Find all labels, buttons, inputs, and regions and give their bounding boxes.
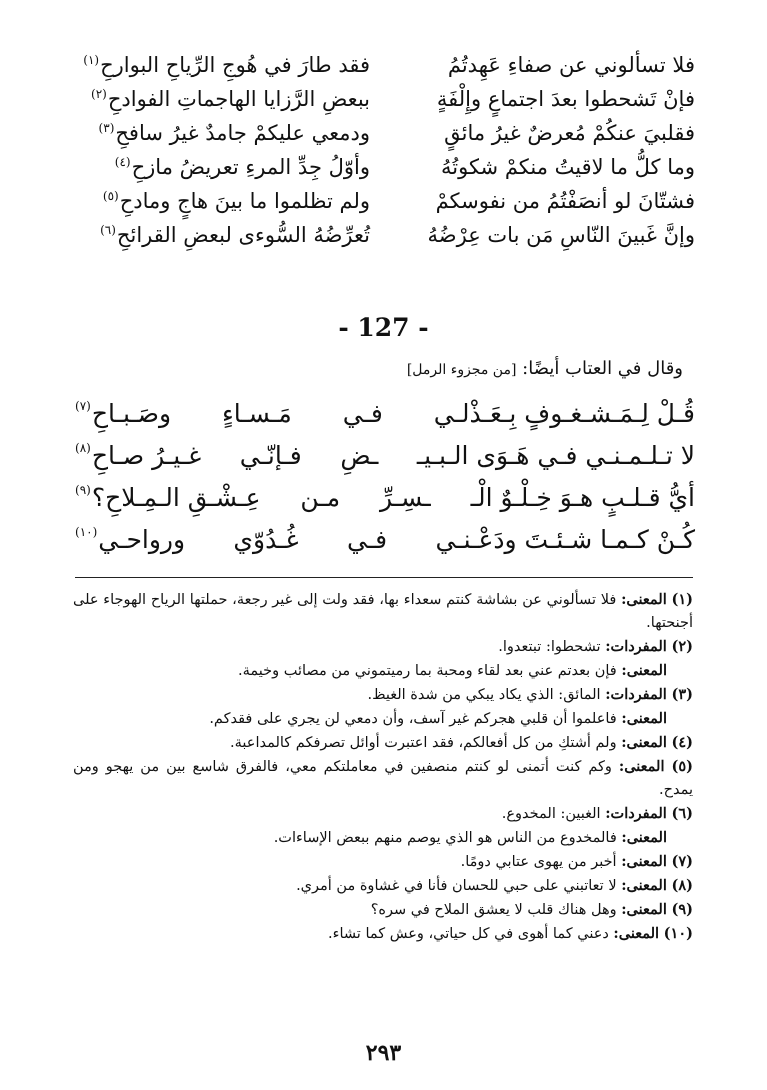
footnote-text: فالمخدوع من الناس هو الذي يوصم منهم ببعض الإساءات. <box>273 830 617 846</box>
ramal-line <box>75 434 695 476</box>
ramal-segment <box>75 399 171 428</box>
verse-first-hemistich: فشتّانَ لو أنصَفْتُمُ من نفوسكمْ <box>435 189 695 213</box>
footnote-number: (٣) <box>671 686 693 703</box>
footnote-number: (٥) <box>671 758 694 775</box>
footnote-ref[interactable]: (١٠) <box>75 524 98 539</box>
poem-number: - 127 - <box>338 313 429 342</box>
ramal-line <box>75 518 695 560</box>
ramal-segment <box>75 441 201 470</box>
footnote-label: المعنى: <box>621 877 667 894</box>
footnote-item <box>73 874 693 898</box>
footnote-text: أخبر من يهوى عتابي دومًا. <box>460 854 617 870</box>
ramal-segment: ـسِـرِّ <box>380 482 431 512</box>
footnote-ref[interactable]: (٩) <box>75 482 91 497</box>
footnote-label: المعنى: <box>621 662 667 679</box>
footnote-number: (٧) <box>671 853 693 870</box>
footnote-text: فإن بعدتم عني بعد لقاء ومحبة بما رميتموني من مصائب وخيمة. <box>238 663 617 679</box>
footnote-text: ولم أشتكِ من كل أفعالكم، فقد اعتبرت أوائل تصرفكم كالمداعبة. <box>230 735 617 751</box>
poem-intro <box>407 358 683 379</box>
footnote-number: (٨) <box>671 877 693 894</box>
footnote-ref[interactable]: (٥) <box>102 189 119 203</box>
intro-text: وقال في العتاب أيضًا: <box>522 358 683 379</box>
page-number: ٢٩٣ <box>365 1040 402 1066</box>
footnote-label: المفردات: <box>605 638 667 655</box>
verse-second-hemistich <box>70 189 370 213</box>
footnote-label: المفردات: <box>605 805 667 822</box>
footnote-item <box>73 731 693 755</box>
verse-second-text: تُعرِّضُهُ السُّوءى لبعضِ القرائحِ <box>116 223 370 247</box>
footnote-ref[interactable]: (٣) <box>98 121 115 135</box>
footnote-ref[interactable]: (٦) <box>100 223 116 237</box>
verse-line <box>70 48 695 82</box>
ramal-line <box>75 476 695 518</box>
footnote-text: وهل هناك قلب لا يعشق الملاح في سره؟ <box>370 902 617 918</box>
ramal-poem <box>75 392 695 560</box>
ramal-segment: قُـلْ لِـمَـشـغـوفٍ بِـعَـذْلـي <box>433 398 695 428</box>
footnote-item <box>73 659 693 683</box>
ramal-segment: مـن <box>300 482 341 512</box>
ramal-segment <box>75 483 260 512</box>
verse-second-text: ولم تظلموا ما بينَ هاجٍ ومادحِ <box>119 189 370 213</box>
footnote-item <box>73 850 693 874</box>
verse-second-text: ببعضِ الرَّزايا الهاجماتِ الفوادحِ <box>107 87 370 111</box>
ramal-line <box>75 392 695 434</box>
footnote-text: دعني كما أهوى في كل حياتي، وعش كما تشاء. <box>328 926 609 942</box>
footnote-number: (١٠) <box>663 925 693 942</box>
footnote-item <box>73 707 693 731</box>
footnote-label: المعنى: <box>621 829 667 846</box>
meter-label: [من مجزوء الرمل] <box>406 362 517 378</box>
verse-first-hemistich: فلا تسألوني عن صفاءِ عَهِدتُمُ <box>447 53 695 77</box>
verse-second-hemistich <box>70 121 370 145</box>
verse-line <box>70 218 695 252</box>
ramal-segment: أيُّ قـلـبٍ هـوَ خِـلْـوٌ الْـ <box>470 482 695 512</box>
footnote-text: الغبين: المخدوع. <box>501 806 601 822</box>
ramal-segment-text: ورواحـي <box>98 524 186 554</box>
ramal-segment: فـي <box>342 398 383 428</box>
ramal-segment: فـي <box>346 524 388 554</box>
footnote-text: فلا تسألوني عن بشاشة كنتم سعداء بها، فقد ولت إلى غير رجعة، حملتها الرياح الهوجاء على أجنحتها. <box>73 592 693 631</box>
verse-second-hemistich <box>70 87 370 111</box>
verse-first-hemistich: فإنْ تَشحطوا بعدَ اجتماعٍ وإِلْفَةٍ <box>436 87 695 111</box>
footnote-label: المعنى: <box>621 853 667 870</box>
footnote-item <box>73 922 693 946</box>
verse-line <box>70 82 695 116</box>
footnote-label: المعنى: <box>618 758 665 775</box>
verse-second-hemistich <box>70 223 370 247</box>
ramal-segment: كُـنْ كـمـا شـئـتَ ودَعْـنـي <box>435 524 695 554</box>
footnote-label: المعنى: <box>613 925 660 942</box>
footnote-label: المعنى: <box>621 734 667 751</box>
footnote-label: المعنى: <box>621 901 667 918</box>
footnote-number: (١) <box>671 591 693 608</box>
footnote-text: المائق: الذي يكاد يبكي من شدة الغيظ. <box>367 687 601 703</box>
footnote-item <box>73 588 693 635</box>
footnote-number: (٤) <box>671 734 693 751</box>
verse-second-text: ودمعي عليكمْ جامدٌ غيرُ سافحِ <box>115 121 370 145</box>
verse-first-hemistich: وما كلُّ ما لاقيتُ منكمْ شكوتُهُ <box>441 155 695 179</box>
footnotes <box>73 588 693 946</box>
footnote-ref[interactable]: (٤) <box>114 155 131 169</box>
footnote-item <box>73 755 693 802</box>
footnote-item <box>73 683 693 707</box>
ramal-segment <box>75 525 185 554</box>
verse-second-text: وأوّلُ جِدِّ المرءِ تعريضُ مازحِ <box>131 155 370 179</box>
ramal-segment-text: وصَـبـاحِ <box>91 398 172 428</box>
footnote-item <box>73 635 693 659</box>
ramal-segment: لا تـلـمـنـي فـي هَـوَى الـبـيـ <box>416 440 695 470</box>
footnote-text: تشحطوا: تبتعدوا. <box>498 639 601 655</box>
footnote-item <box>73 802 693 826</box>
ramal-segment: فـإنّـي <box>239 440 302 470</box>
verse-second-text: فقد طارَ في هُوجِ الرِّياحِ البوارحِ <box>100 53 370 77</box>
footnote-ref[interactable]: (٢) <box>91 87 107 101</box>
footnote-number: (٦) <box>671 805 693 822</box>
footnote-item <box>73 898 693 922</box>
footnote-ref[interactable]: (٨) <box>75 440 91 455</box>
footnote-text: فاعلموا أن قلبي هجركم غير آسف، وأن دمعي لن يجري على فقدكم. <box>209 711 617 727</box>
footnote-divider <box>75 577 693 578</box>
ramal-segment: مَـسـاءٍ <box>222 398 292 428</box>
verse-second-hemistich <box>70 53 370 77</box>
footnote-item <box>73 826 693 850</box>
footnote-text: لا تعاتبني على حبي للحسان فأنا في غشاوة من أمري. <box>296 878 617 894</box>
verse-block <box>70 48 695 252</box>
footnote-ref[interactable]: (١) <box>83 53 100 67</box>
footnote-ref[interactable]: (٧) <box>75 398 91 413</box>
ramal-segment: ـضِ <box>340 440 379 470</box>
footnote-number: (٢) <box>671 638 693 655</box>
footnote-label: المعنى: <box>621 710 667 727</box>
ramal-segment-text: عِـشْـقِ الـمِـلاحِ؟ <box>91 482 261 512</box>
verse-line <box>70 150 695 184</box>
footnote-label: المعنى: <box>621 591 667 608</box>
verse-first-hemistich: وإنَّ غَبينَ النّاسِ مَن بات عِرْضُهُ <box>427 223 695 247</box>
verse-line <box>70 116 695 150</box>
ramal-segment-text: غـيـرُ صـاحِ <box>91 440 202 470</box>
footnote-text: وكم كنت أتمنى لو كنتم منصفين في معاملتكم معي، فالفرق شاسع بين من يهجو ومن يمدح. <box>73 759 693 798</box>
ramal-segment: غُـدُوّي <box>233 524 299 554</box>
verse-first-hemistich: فقلبيَ عنكُمْ مُعرضٌ غيرُ مائقٍ <box>444 121 695 145</box>
footnote-label: المفردات: <box>605 686 667 703</box>
verse-second-hemistich <box>70 155 370 179</box>
footnote-number: (٩) <box>671 901 693 918</box>
verse-line <box>70 184 695 218</box>
